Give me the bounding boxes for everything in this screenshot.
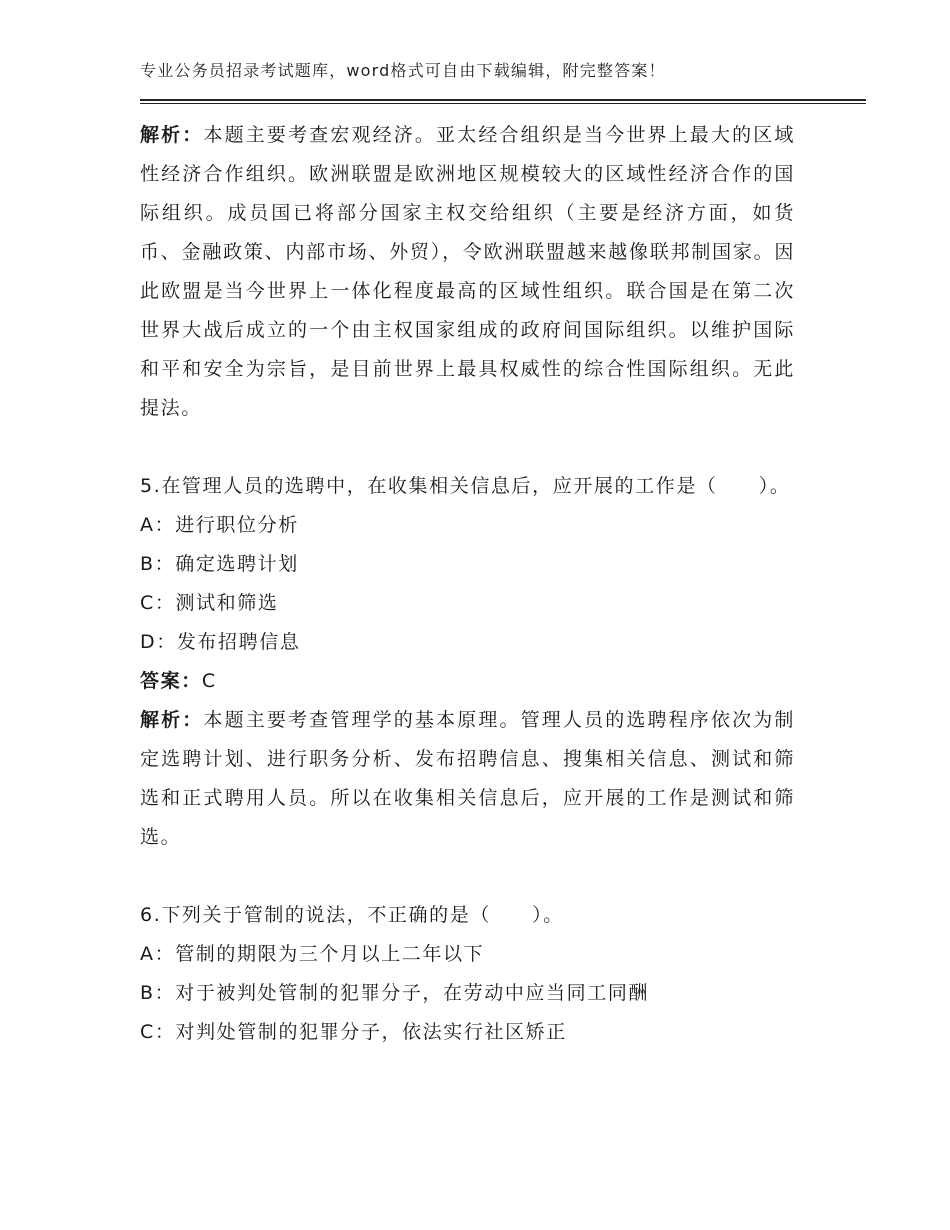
question-5: 5.在管理人员的选聘中，在收集相关信息后，应开展的工作是（ ）。 [140, 475, 791, 497]
analysis-label: 解析： [140, 124, 204, 146]
q5-option-a: A：进行职位分析 [140, 514, 299, 536]
analysis-label: 解析： [140, 709, 204, 731]
page-header: 专业公务员招录考试题库，word格式可自由下载编辑，附完整答案！ [140, 61, 666, 80]
q6-option-c: C：对判处管制的犯罪分子，依法实行社区矫正 [140, 1021, 567, 1043]
q5-option-b: B：确定选聘计划 [140, 553, 299, 575]
q5-analysis [140, 701, 795, 857]
q6-option-b: B：对于被判处管制的犯罪分子，在劳动中应当同工同酬 [140, 982, 650, 1004]
q5-answer [140, 662, 795, 701]
analysis-text: 本题主要考查管理学的基本原理。管理人员的选聘程序依次为制定选聘计划、进行职务分析、发布招聘信息、搜集相关信息、测试和筛选和正式聘用人员。所以在收集相关信息后，应开展的工作是测试和筛选。 [140, 709, 795, 848]
analysis-text: 本题主要考查宏观经济。亚太经合组织是当今世界上最大的区域性经济合作组织。欧洲联盟是欧洲地区规模较大的区域性经济合作的国际组织。成员国已将部分国家主权交给组织（主要是经济方面，如货币、金融政策、内部市场、外贸），令欧洲联盟越来越像联邦制国家。因此欧盟是当今世界上一体化程度最高的区域性组织。联合国是在第二次世界大战后成立的一个由主权国家组成的政府间国际组织。以维护国际和平和安全为宗旨，是目前世界上最具权威性的综合性国际组织。无此提法。 [140, 124, 795, 419]
q5-option-d: D：发布招聘信息 [140, 631, 301, 653]
q6-option-a: A：管制的期限为三个月以上二年以下 [140, 943, 485, 965]
header-rule-thick [140, 99, 866, 101]
header-rule-thin [140, 103, 866, 104]
question-6: 6.下列关于管制的说法，不正确的是（ ）。 [140, 904, 564, 926]
document-body [140, 116, 795, 1052]
answer-label: 答案： [140, 670, 202, 692]
answer-value: C [201, 670, 217, 692]
q5-option-c: C：测试和筛选 [140, 592, 279, 614]
analysis-block-1 [140, 116, 795, 428]
